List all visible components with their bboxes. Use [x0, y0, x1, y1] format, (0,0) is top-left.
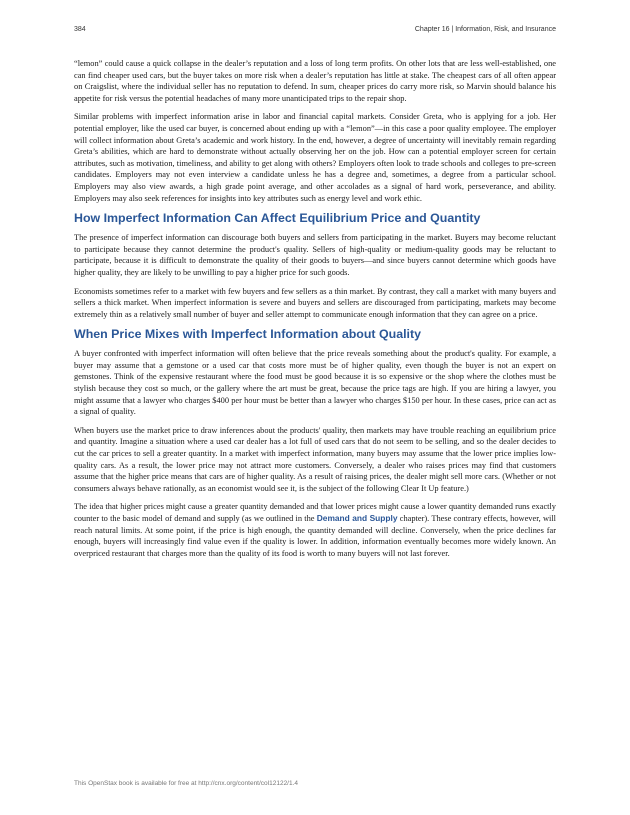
page-number: 384	[74, 26, 86, 33]
paragraph: The presence of imperfect information can discourage both buyers and sellers from participating in the market. Buyers may become reluctant to participate because they cannot determine the product's quality. Sellers of high-quality or medium-quality goods may be reluctant to participate, because it is difficult to demonstrate the quality of their goods to buyers—and since buyers cannot determine which goods have higher quality, they are likely to be unwilling to pay a higher price for such goods.	[74, 233, 556, 277]
section-heading: When Price Mixes with Imperfect Information about Quality	[74, 327, 421, 342]
paragraph	[74, 501, 556, 559]
paragraph-text: chapter). These contrary effects, however, will reach natural limits. At some point, if the price is high enough, the quantity demanded will decline. Conversely, when the price declines far enough, buyers will increasingly find value even if the quality is lower. In addition, information eventually becomes more widely known. An overpriced restaurant that charges more than the quality of its food is worth to many buyers will not last forever.	[74, 514, 556, 558]
page-header	[74, 24, 556, 38]
page-footer: This OpenStax book is available for free at http://cnx.org/content/col12122/1.4	[74, 780, 299, 787]
paragraph: “lemon” could cause a quick collapse in the dealer’s reputation and a loss of long term profits. On other lots that are less well-established, one can find cheaper used cars, but the buyer takes on more risk when a dealer’s reputation has little at stake. The cheapest cars of all often appear on Craigslist, where the individual seller has no reputation to defend. In sum, cheaper prices do carry more risk, so Marvin should balance his appetite for risk versus the potential headaches of many more unanticipated trips to the repair shop.	[74, 59, 556, 103]
paragraph-text: The idea that higher prices might cause a greater quantity demanded and that lower prices might cause a lower quantity demanded runs exactly counter to the basic model of demand and supply (as we outlined in the	[74, 502, 556, 523]
body-content	[74, 58, 556, 566]
paragraph: Similar problems with imperfect information arise in labor and financial capital markets. Consider Greta, who is applying for a job. Her potential employer, like the used car buyer, is concerned about ending up with a “lemon”—in this case a poor quality employee. The employer will collect information about Greta’s academic and work history. In the end, however, a degree of uncertainty will inevitably remain regarding Greta’s abilities, which are hard to demonstrate without actually observing her on the job. How can a potential employer screen for certain attributes, such as motivation, timeliness, and ability to get along with others? Employers often look to trade schools and colleges to pre-screen candidates. Employers may not even interview a candidate unless he has a degree and, sometimes, a degree from a particular school. Employers may also view awards, a high grade point average, and other accolades as a signal of hard work, perseverance, and ability. Employers may also seek references for insights into key attributes such as energy level and work ethic.	[74, 112, 556, 203]
demand-and-supply-link[interactable]: Demand and Supply	[316, 513, 398, 523]
paragraph: When buyers use the market price to draw inferences about the products' quality, then markets may have trouble reaching an equilibrium price and quantity. Imagine a situation where a used car dealer has a lot full of used cars that do not seem to be selling, and so the dealer decides to cut the car prices to sell a greater quantity. In a market with imperfect information, many buyers may assume that the lower price implies low-quality cars. As a result, the lower price may not attract more customers. Conversely, a dealer who raises prices may find that customers assume that the higher price means that cars are of higher quality. As a result of raising prices, the dealer might sell more cars. (Whether or not consumers always behave rationally, as an economist would see it, is the subject of the following Clear It Up feature.)	[74, 425, 556, 493]
paragraph: A buyer confronted with imperfect information will often believe that the price reveals something about the product's quality. For example, a buyer may assume that a gemstone or a used car that costs more must be of higher quality, even though the buyer is not an expert on gemstones. Think of the expensive restaurant where the food must be good because it is so expensive or the shop where the clothes must be stylish because they cost so much, or the gallery where the art must be great, because the price tags are high. If you are hiring a lawyer, you might assume that a lawyer who charges $400 per hour must be better than a lawyer who charges $150 per hour. In these cases, price can act as a signal of quality.	[74, 349, 556, 417]
chapter-title: Chapter 16 | Information, Risk, and Insurance	[414, 26, 556, 33]
section-heading: How Imperfect Information Can Affect Equilibrium Price and Quantity	[74, 211, 481, 226]
paragraph: Economists sometimes refer to a market with few buyers and few sellers as a thin market. By contrast, they call a market with many buyers and sellers a thick market. When imperfect information is severe and buyers and sellers are discouraged from participating, markets may become extremely thin as a relatively small number of buyer and seller attempt to communicate enough information that they can agree on a price.	[74, 286, 556, 319]
